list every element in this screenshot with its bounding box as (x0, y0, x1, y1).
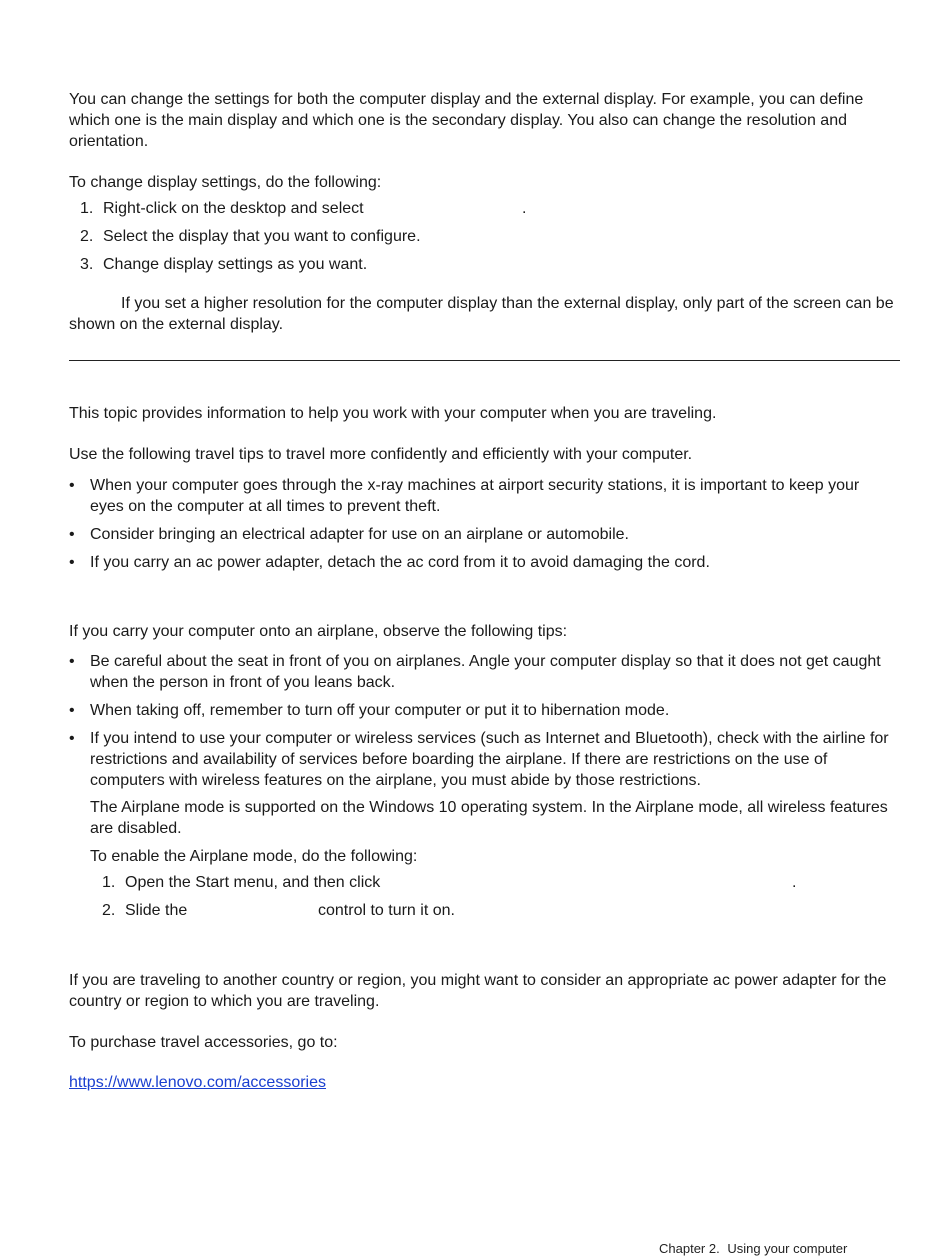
accessories-lead: To purchase travel accessories, go to: (69, 1034, 338, 1051)
travel-lead: Use the following travel tips to travel more confidently and efficiently with your computer. (69, 446, 693, 463)
step-number: 1. (80, 200, 94, 217)
step-text: Change display settings as you want. (103, 256, 368, 273)
airplane-mode-lead: To enable the Airplane mode, do the following: (90, 848, 418, 865)
step-number: 1. (102, 874, 116, 891)
accessories-link[interactable]: https://www.lenovo.com/accessories (69, 1074, 326, 1091)
airplane-bullet: • If you intend to use your computer or wireless services (such as Internet and Bluetooth), check with the airline for restrictions and availability of services before boarding the airplane. If there are restrictions on the use of computers with wireless features on the airplane, you must abide by those restrictions. (90, 728, 895, 791)
step-number: 2. (80, 228, 94, 245)
section-divider (69, 360, 900, 361)
travel-bullet: • Consider bringing an electrical adapter for use on an airplane or automobile. (90, 524, 895, 545)
display-note: If you set a higher resolution for the computer display than the external display, only part of the screen can be shown on the external display. (69, 295, 894, 333)
display-steps-lead: To change display settings, do the following: (69, 174, 382, 191)
footer-chapter: Chapter 2. (659, 1241, 720, 1256)
step-text-before: Slide the (125, 902, 188, 919)
airplane-bullet: • When taking off, remember to turn off your computer or put it to hibernation mode. (90, 700, 895, 721)
footer-title: Using your computer (727, 1241, 848, 1256)
accessories-intro: If you are traveling to another country or region, you might want to consider an appropriate ac power adapter for the country or region to which you are traveling. (69, 972, 887, 1010)
step-text-after: control to turn it on. (318, 902, 455, 919)
page-footer (659, 1241, 847, 1256)
airplane-mode-info: The Airplane mode is supported on the Windows 10 operating system. In the Airplane mode, all wireless features are disabled. (90, 799, 888, 837)
step-tail: . (792, 874, 797, 891)
step-text: Right-click on the desktop and select (103, 200, 364, 217)
accessories-link-row (69, 1072, 326, 1093)
airplane-bullet: • Be careful about the seat in front of you on airplanes. Angle your computer display so that it does not get caught when the person in front of you leans back. (90, 651, 895, 693)
step-tail: . (522, 200, 527, 217)
step-text: Open the Start menu, and then click (125, 874, 381, 891)
step-number: 3. (80, 256, 94, 273)
travel-bullet: • If you carry an ac power adapter, detach the ac cord from it to avoid damaging the cord. (90, 552, 895, 573)
travel-intro: This topic provides information to help you work with your computer when you are traveling. (69, 405, 717, 422)
airplane-lead: If you carry your computer onto an airplane, observe the following tips: (69, 623, 568, 640)
display-intro-paragraph: You can change the settings for both the computer display and the external display. For example, you can define which one is the main display and which one is the secondary display. You also can change the resolution and orientation. (69, 91, 864, 150)
step-text: Select the display that you want to configure. (103, 228, 421, 245)
travel-bullet: • When your computer goes through the x-ray machines at airport security stations, it is important to keep your eyes on the computer at all times to prevent theft. (90, 475, 895, 517)
step-number: 2. (102, 902, 116, 919)
